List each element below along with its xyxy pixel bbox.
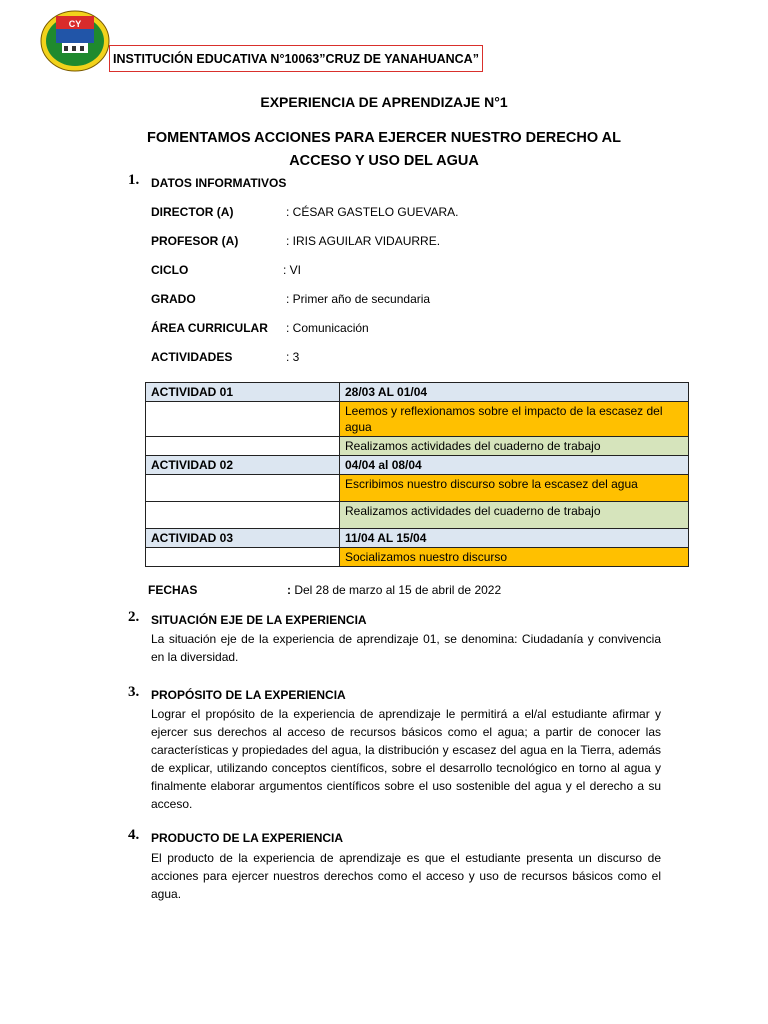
institution-box bbox=[109, 45, 483, 72]
activities-label: ACTIVIDADES bbox=[151, 350, 233, 364]
dates-text: Del 28 de marzo al 15 de abril de 2022 bbox=[291, 583, 502, 597]
activity-2-dates: 04/04 al 08/04 bbox=[340, 456, 689, 475]
main-title-line-1: FOMENTAMOS ACCIONES PARA EJERCER NUESTRO DERECHO AL bbox=[147, 130, 621, 146]
table-row bbox=[146, 502, 689, 529]
empty-cell bbox=[146, 548, 340, 567]
section-3-number: 3. bbox=[128, 684, 140, 700]
table-row bbox=[146, 456, 689, 475]
main-title-line-2: ACCESO Y USO DEL AGUA bbox=[289, 153, 479, 169]
activity-3-name: ACTIVIDAD 03 bbox=[146, 529, 340, 548]
section-2-heading: SITUACIÓN EJE DE LA EXPERIENCIA bbox=[151, 613, 367, 627]
section-3-heading: PROPÓSITO DE LA EXPERIENCIA bbox=[151, 688, 346, 702]
activity-3-dates: 11/04 AL 15/04 bbox=[340, 529, 689, 548]
grade-value: : Primer año de secundaria bbox=[286, 292, 431, 306]
dates-value bbox=[287, 583, 501, 597]
activities-value: : 3 bbox=[286, 350, 300, 364]
empty-cell bbox=[146, 402, 340, 437]
school-logo bbox=[40, 10, 110, 72]
table-row bbox=[146, 437, 689, 456]
table-row bbox=[146, 383, 689, 402]
area-value: : Comunicación bbox=[286, 321, 369, 335]
experience-title: EXPERIENCIA DE APRENDIZAJE N°1 bbox=[260, 94, 508, 110]
table-row bbox=[146, 548, 689, 567]
empty-cell bbox=[146, 437, 340, 456]
section-2-text: La situación eje de la experiencia de aprendizaje 01, se denomina: Ciudadanía y convivencia en la diversidad. bbox=[151, 632, 661, 664]
empty-cell bbox=[146, 502, 340, 529]
activity-1-task-1: Leemos y reflexionamos sobre el impacto de la escasez del agua bbox=[340, 402, 689, 437]
activity-3-task-1: Socializamos nuestro discurso bbox=[340, 548, 689, 567]
table-row bbox=[146, 475, 689, 502]
table-row bbox=[146, 529, 689, 548]
teacher-label: PROFESOR (A) bbox=[151, 234, 239, 248]
section-3-text: Lograr el propósito de la experiencia de aprendizaje le permitirá a el/al estudiante afirmar y ejercer sus derechos al acceso de recursos básicos como el agua; a partir de conocer las características y propiedades del agua, la distribución y escasez del agua en la Tierra, además de explicar, utilizando conceptos científicos, sobre el desarrollo tecnológico en torno al agua y finalmente elaborar argumentos científicos sobre el uso sostenible del agua y el derecho a su acceso. bbox=[151, 707, 661, 811]
activity-1-name: ACTIVIDAD 01 bbox=[146, 383, 340, 402]
director-label: DIRECTOR (A) bbox=[151, 205, 234, 219]
section-1-number: 1. bbox=[128, 172, 140, 188]
logo-text: CY bbox=[68, 19, 82, 29]
teacher-value: : IRIS AGUILAR VIDAURRE. bbox=[286, 234, 441, 248]
section-4-number: 4. bbox=[128, 827, 140, 843]
cycle-label: CICLO bbox=[151, 263, 189, 277]
dates-label: FECHAS bbox=[148, 583, 198, 597]
section-4-heading: PRODUCTO DE LA EXPERIENCIA bbox=[151, 831, 344, 845]
section-2-number: 2. bbox=[128, 609, 140, 625]
activity-1-task-2: Realizamos actividades del cuaderno de trabajo bbox=[340, 437, 689, 456]
director-value: : CÉSAR GASTELO GUEVARA. bbox=[286, 205, 459, 219]
section-1-heading: DATOS INFORMATIVOS bbox=[151, 176, 287, 190]
activity-2-task-2: Realizamos actividades del cuaderno de trabajo bbox=[340, 502, 689, 529]
section-1-header bbox=[128, 172, 139, 189]
activities-table bbox=[145, 382, 689, 567]
table-row bbox=[146, 402, 689, 437]
grade-label: GRADO bbox=[151, 292, 196, 306]
main-title bbox=[120, 127, 648, 173]
institution-name: INSTITUCIÓN EDUCATIVA N°10063”CRUZ DE YANAHUANCA” bbox=[113, 51, 479, 66]
cycle-value: : VI bbox=[283, 263, 302, 277]
dates-colon: : bbox=[287, 583, 291, 597]
area-label: ÁREA CURRICULAR bbox=[151, 321, 268, 335]
empty-cell bbox=[146, 475, 340, 502]
activity-1-dates: 28/03 AL 01/04 bbox=[340, 383, 689, 402]
activity-2-task-1: Escribimos nuestro discurso sobre la escasez del agua bbox=[340, 475, 689, 502]
section-4-text: El producto de la experiencia de aprendizaje es que el estudiante presenta un discurso de acciones para ejercer nuestros derechos como el acceso y uso de recursos básicos como el agua. bbox=[151, 851, 661, 901]
activity-2-name: ACTIVIDAD 02 bbox=[146, 456, 340, 475]
